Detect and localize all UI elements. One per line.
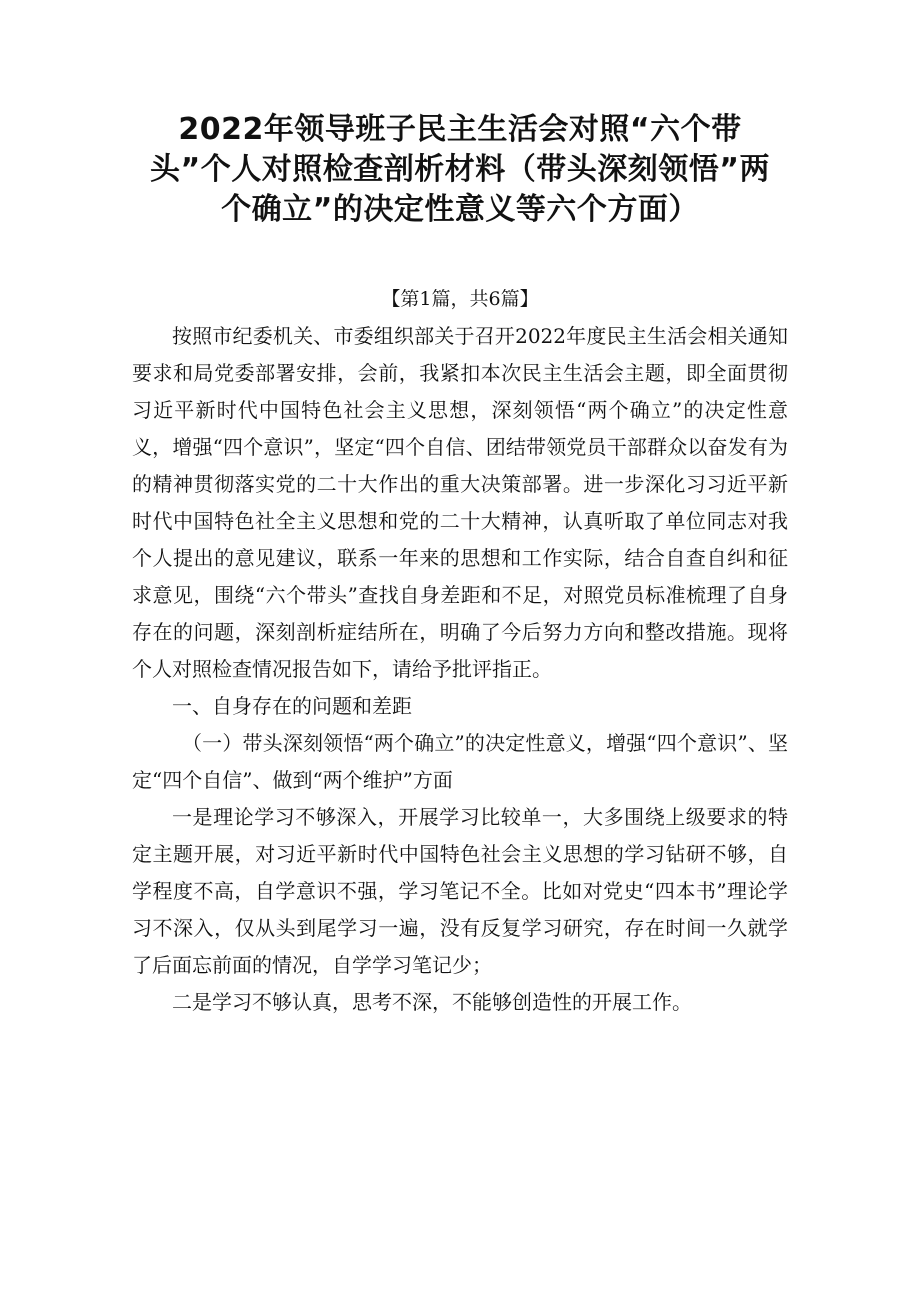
document-title: 2022年领导班子民主生活会对照“六个带头”个人对照检查剖析材料（带头深刻领悟”两个确立”的决定性意义等六个方面） bbox=[150, 112, 770, 227]
point-one-paragraph: 一是理论学习不够深入，开展学习比较单一，大多围绕上级要求的特定主题开展，对习近平新时代中国特色社会主义思想的学习钻研不够，自学程度不高，自学意识不强，学习笔记不全。比如对党史“四本书”理论学习不深入，仅从头到尾学习一遍，没有反复学习研究，存在时间一久就学了后面忘前面的情况，自学学习笔记少； bbox=[132, 805, 788, 977]
part-label: 【第1篇，共6篇】 bbox=[381, 288, 539, 310]
point-two-paragraph: 二是学习不够认真，思考不深，不能够创造性的开展工作。 bbox=[172, 990, 692, 1014]
section-heading: 一、自身存在的问题和差距 bbox=[172, 694, 412, 718]
subsection-heading: （一）带头深刻领悟“两个确立”的决定性意义，增强“四个意识”、坚定“四个自信”、做到“两个维护”方面 bbox=[132, 731, 788, 792]
document-body bbox=[132, 318, 788, 1021]
intro-paragraph: 按照市纪委机关、市委组织部关于召开2022年度民主生活会相关通知要求和局党委部署安排，会前，我紧扣本次民主生活会主题，即全面贯彻习近平新时代中国特色社会主义思想，深刻领悟“两个确立”的决定性意义，增强“四个意识”，坚定“四个自信、团结带领党员干部群众以奋发有为的精神贯彻落实党的二十大作出的重大决策部署。进一步深化习习近平新时代中国特色社全主义思想和党的二十大精神，认真听取了单位同志对我个人提出的意见建议，联系一年来的思想和工作实际，结合自查自纠和征求意见，围绕“六个带头”查找自身差距和不足，对照党员标准梳理了自身存在的问题，深刻剖析症结所在，明确了今后努力方向和整改措施。现将个人对照检查情况报告如下，请给予批评指正。 bbox=[132, 324, 788, 681]
